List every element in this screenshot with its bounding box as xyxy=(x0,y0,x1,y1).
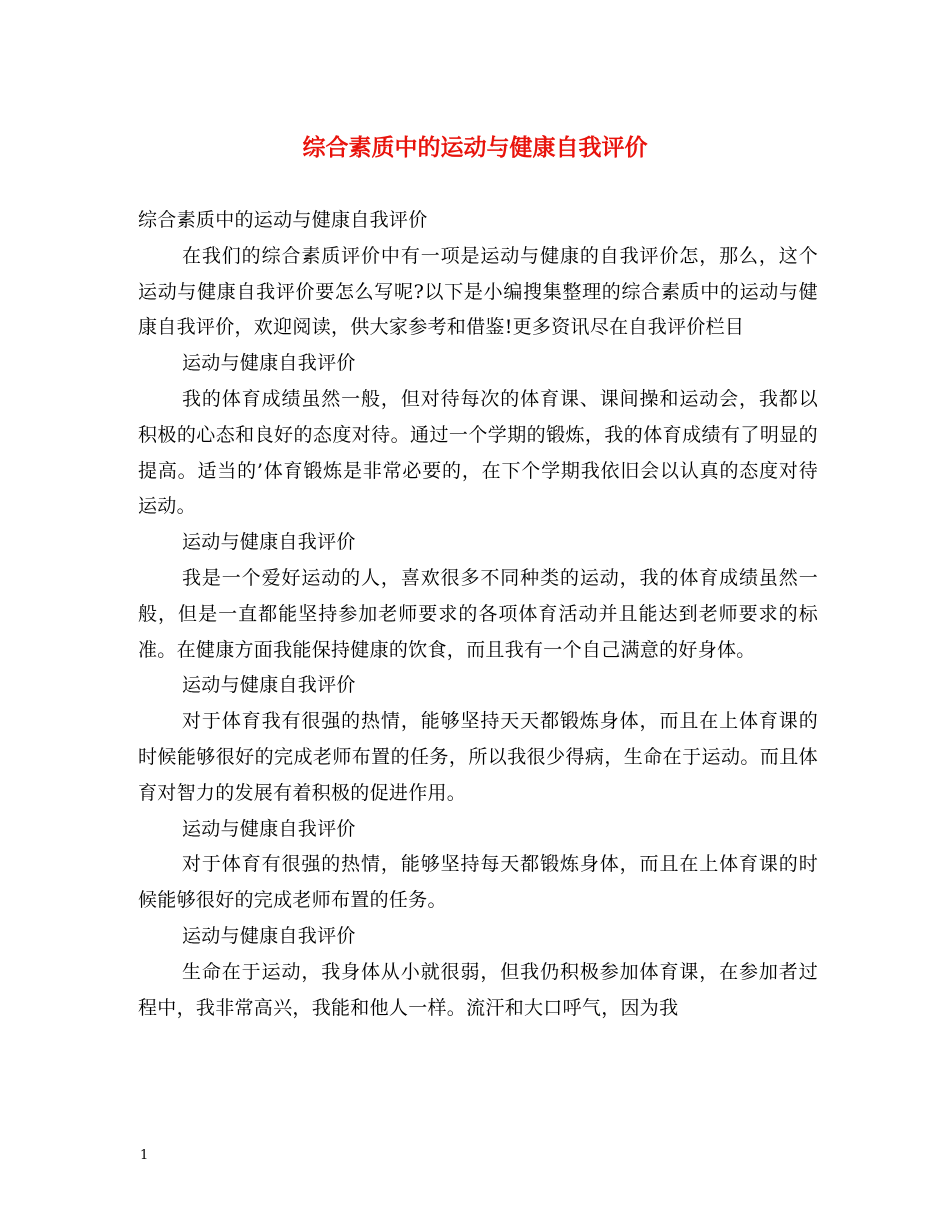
section-heading: 运动与健康自我评价 xyxy=(182,352,356,375)
section-heading: 运动与健康自我评价 xyxy=(182,817,356,840)
body-heading: 综合素质中的运动与健康自我评价 xyxy=(138,209,428,231)
section-heading: 运动与健康自我评价 xyxy=(182,674,356,697)
body-paragraph: 我的体育成绩虽然一般，但对待每次的体育课、课间操和运动会，我都以积极的心态和良好的态度对待。通过一个学期的锻炼，我的体育成绩有了明显的提高。适当的’体育锻炼是非常必要的，在下个学期我依旧会以认真的态度对待运动。 xyxy=(138,387,818,518)
section-heading: 运动与健康自我评价 xyxy=(182,924,356,947)
document-body xyxy=(138,203,818,1026)
body-paragraph: 我是一个爱好运动的人，喜欢很多不同种类的运动，我的体育成绩虽然一般，但是一直都能坚持参加老师要求的各项体育活动并且能达到老师要求的标准。在健康方面我能保持健康的饮食，而且我有一个自己满意的好身体。 xyxy=(138,566,818,661)
document-title: 综合素质中的运动与健康自我评价 xyxy=(302,134,648,161)
body-paragraph: 生命在于运动，我身体从小就很弱，但我仍积极参加体育课，在参加者过程中，我非常高兴，我能和他人一样。流汗和大口呼气，因为我 xyxy=(138,960,818,1019)
page-number: 1 xyxy=(140,1148,149,1163)
section-heading: 运动与健康自我评价 xyxy=(182,531,356,554)
body-paragraph: 对于体育我有很强的热情，能够坚持天天都锻炼身体，而且在上体育课的时候能够很好的完成老师布置的任务，所以我很少得病，生命在于运动。而且体育对智力的发展有着积极的促进作用。 xyxy=(138,710,818,804)
body-paragraph: 对于体育有很强的热情，能够坚持每天都锻炼身体，而且在上体育课的时候能够很好的完成老师布置的任务。 xyxy=(138,853,818,912)
intro-paragraph: 在我们的综合素质评价中有一项是运动与健康的自我评价怎，那么，这个运动与健康自我评价要怎么写呢?以下是小编搜集整理的综合素质中的运动与健康自我评价，欢迎阅读，供大家参考和借鉴!更多资讯尽在自我评价栏目 xyxy=(138,244,818,339)
